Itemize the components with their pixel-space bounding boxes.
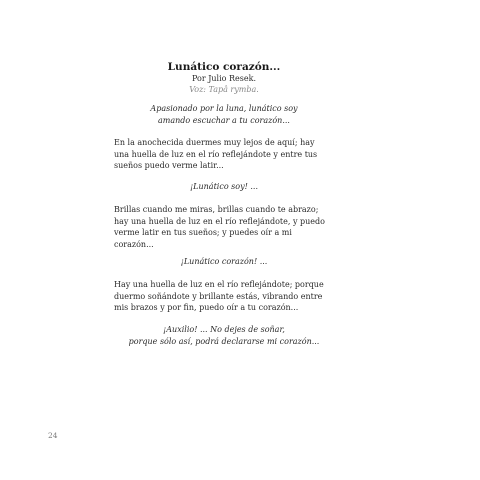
stanza-two	[114, 137, 317, 172]
stanza-line: Brillas cuando me miras, brillas cuando te abrazo;	[114, 205, 319, 214]
stanza-line: duermo soñándote y brillante estás, vibrando entre	[114, 291, 323, 301]
refrain-one	[0, 181, 448, 193]
stanza-line: Apasionado por la luna, lunático soy	[150, 104, 298, 113]
poem-voice-credit: Voz: Tapâ rymba.	[189, 85, 259, 94]
closing-line: porque sólo así, podrá declararse mi corazón...	[128, 336, 320, 346]
stanza-four	[114, 279, 324, 314]
poem-author: Por Julio Resek.	[191, 74, 257, 83]
stanza-three	[114, 204, 325, 250]
stanza-line: En la anochecida duermes muy lejos de aquí; hay	[114, 138, 315, 147]
stanza-line: hay una huella de luz en el río reflejándote, y puedo	[114, 216, 325, 226]
refrain-line: ¡Lunático soy! ...	[189, 182, 259, 191]
stanza-line: sueños puedo verme latir...	[114, 161, 224, 170]
refrain-line: ¡Lunático corazón! ...	[180, 257, 268, 266]
stanza-line: amando escuchar a tu corazón...	[158, 115, 290, 125]
page-number: 24	[48, 431, 58, 440]
refrain-two	[0, 256, 448, 268]
stanza-line: mis brazos y por fin, puedo oír a tu corazón...	[114, 303, 299, 312]
closing-line: ¡Auxilio! ... No dejes de soñar,	[163, 325, 285, 334]
stanza-line: corazón...	[114, 239, 154, 249]
stanza-line: una huella de luz en el río reflejándote y entre tus	[114, 149, 318, 159]
stanza-line: Hay una huella de luz en el río reflejándote; porque	[114, 280, 324, 289]
stanza-line: verme latir en tus sueños; y puedes oír a mi	[114, 228, 292, 237]
stanza-closing	[0, 324, 448, 347]
stanza-intro	[0, 103, 448, 126]
poem-title: Lunático corazón...	[167, 61, 281, 73]
